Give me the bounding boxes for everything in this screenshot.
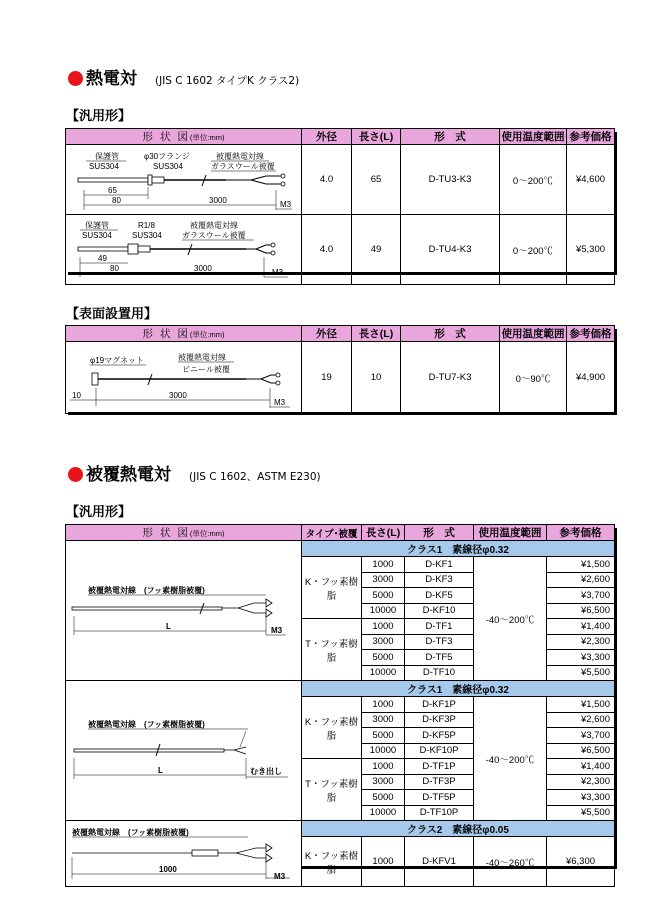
red-dot-icon	[68, 71, 83, 86]
cell-model: D-TF1	[405, 619, 474, 635]
cell-model: D-KF1	[405, 557, 474, 573]
cell-model: D-KF3	[405, 572, 474, 588]
cell-price: ¥2,600	[547, 572, 615, 588]
label-m3: M3	[280, 200, 292, 209]
dim-l: L	[158, 766, 163, 775]
header-od: 外径	[302, 326, 352, 342]
dim-d1: 49	[98, 254, 107, 263]
label-wire2: ガラスウール被覆	[211, 162, 275, 171]
diagram-d-tu3	[66, 145, 302, 215]
label-wire1: 被覆熱電対線	[216, 152, 264, 161]
header-length: 長さ(L)	[352, 129, 401, 145]
thermocouple-general-table	[65, 128, 615, 285]
cell-type: K・フッ素樹脂	[302, 697, 362, 759]
header-diagram: 形 状 図(単位:mm)	[66, 326, 302, 342]
label-wire1: 被覆熱電対線	[178, 353, 226, 362]
dim-d2: 3000	[169, 391, 187, 400]
cell-length: 1000	[362, 697, 405, 713]
cell-price: ¥3,300	[547, 650, 615, 666]
header-model: 形 式	[401, 326, 500, 342]
class-band: クラス1 素線径φ0.32	[302, 541, 615, 557]
header-model: 形 式	[405, 525, 474, 541]
cell-price: ¥1,500	[547, 557, 615, 573]
cell-model: D-KF1P	[405, 697, 474, 713]
cell-model: D-KF5	[405, 588, 474, 604]
cell-model: D-TF10P	[405, 805, 474, 821]
cell-length: 1000	[362, 837, 405, 887]
cell-model: D-KFV1	[405, 837, 474, 887]
section-title-sheathed: 被覆熱電対 (JIS C 1602、ASTM E230)	[68, 460, 321, 485]
cell-price: ¥5,500	[547, 805, 615, 821]
cell-length: 10000	[362, 743, 405, 759]
label-tube-mat: SUS304	[82, 231, 112, 240]
dim-d3: 3000	[209, 196, 227, 205]
cell-model: D-TF3	[405, 634, 474, 650]
cell-length: 10000	[362, 603, 405, 619]
cell-od: 4.0	[302, 145, 352, 215]
cell-length: 3000	[362, 634, 405, 650]
cell-model: D-TF1P	[405, 759, 474, 775]
cell-length: 65	[352, 145, 401, 215]
cell-model: D-KF5P	[405, 728, 474, 744]
cell-length: 1000	[362, 619, 405, 635]
cell-length: 3000	[362, 774, 405, 790]
cell-model: D-KF3P	[405, 712, 474, 728]
cell-length: 49	[352, 215, 401, 285]
subheading-general: 【汎用形】	[66, 109, 132, 124]
cell-length: 5000	[362, 588, 405, 604]
section-title-thermocouple: 熱電対 (JIS C 1602 タイプK クラス2)	[68, 64, 299, 89]
header-temp: 使用温度範囲	[500, 129, 567, 145]
label-wire: 被覆熱電対線 (フッ素樹脂被覆)	[88, 586, 205, 595]
cell-price: ¥4,600	[567, 145, 615, 215]
dim-d2: 80	[110, 264, 119, 273]
dim-d2: 80	[112, 196, 121, 205]
cell-od: 19	[302, 342, 352, 414]
header-diagram: 形 状 図(単位:mm)	[66, 525, 302, 541]
cell-type: K・フッ素樹脂	[302, 837, 362, 887]
cell-price: ¥2,600	[547, 712, 615, 728]
cell-model: D-TF3P	[405, 774, 474, 790]
cell-price: ¥6,300	[547, 837, 615, 887]
diagram-fine-wire	[66, 821, 302, 887]
label-wire: 被覆熱電対線 (フッ素樹脂被覆)	[72, 828, 189, 837]
thermocouple-surface-table	[65, 325, 615, 414]
cell-model: D-TF5	[405, 650, 474, 666]
cell-price: ¥3,300	[547, 790, 615, 806]
header-model: 形 式	[401, 129, 500, 145]
cell-price: ¥4,900	[567, 342, 615, 414]
header-price: 参考価格	[567, 326, 615, 342]
cell-model: D-TU3-K3	[401, 145, 500, 215]
cell-length: 10	[352, 342, 401, 414]
header-temp: 使用温度範囲	[500, 326, 567, 342]
cell-price: ¥2,300	[547, 634, 615, 650]
cell-model: D-TU7-K3	[401, 342, 500, 414]
dim-l: L	[166, 622, 171, 631]
cell-length: 5000	[362, 650, 405, 666]
cell-price: ¥1,400	[547, 759, 615, 775]
cell-temp: 0～200℃	[500, 215, 567, 285]
cell-length: 10000	[362, 665, 405, 681]
label-m3: M3	[274, 398, 286, 407]
cell-price: ¥1,500	[547, 697, 615, 713]
cell-price: ¥1,400	[547, 619, 615, 635]
diagram-fluoro-m3	[66, 541, 302, 681]
cell-model: D-TF10	[405, 665, 474, 681]
label-magnet: φ19マグネット	[90, 356, 145, 365]
label-fitting: R1/8	[138, 221, 155, 230]
cell-price: ¥5,500	[547, 665, 615, 681]
cell-price: ¥6,500	[547, 603, 615, 619]
header-diagram: 形 状 図(単位:mm)	[66, 129, 302, 145]
header-od: 外径	[302, 129, 352, 145]
label-m3: M3	[271, 626, 283, 635]
diagram-d-tu7	[66, 342, 302, 414]
cell-price: ¥6,500	[547, 743, 615, 759]
cell-price: ¥5,300	[567, 215, 615, 285]
sheathed-table	[65, 524, 615, 887]
label-wire2: ガラスウール被覆	[182, 231, 246, 240]
header-length: 長さ(L)	[362, 525, 405, 541]
label-wire: 被覆熱電対線 (フッ素樹脂被覆)	[88, 720, 205, 729]
cell-price: ¥2,300	[547, 774, 615, 790]
label-wire2: ビニール被覆	[182, 365, 230, 374]
cell-length: 1000	[362, 557, 405, 573]
cell-temp: 0～200℃	[500, 145, 567, 215]
cell-type: T・フッ素樹脂	[302, 619, 362, 681]
class-band: クラス1 素線径φ0.32	[302, 681, 615, 697]
cell-temp: -40～200℃	[474, 557, 547, 681]
cell-temp: 0～90℃	[500, 342, 567, 414]
label-fitting-mat: SUS304	[132, 231, 162, 240]
dim-d3: 3000	[194, 264, 212, 273]
red-dot-icon	[68, 467, 83, 482]
label-bare: むき出し	[250, 767, 282, 776]
cell-type: T・フッ素樹脂	[302, 759, 362, 821]
header-price: 参考価格	[547, 525, 615, 541]
cell-length: 1000	[362, 759, 405, 775]
label-m3: M3	[272, 268, 284, 277]
dim-l: 1000	[159, 865, 177, 874]
table-row	[66, 215, 615, 285]
label-tube-mat: SUS304	[89, 162, 119, 171]
cell-length: 3000	[362, 712, 405, 728]
cell-model: D-TF5P	[405, 790, 474, 806]
header-length: 長さ(L)	[352, 326, 401, 342]
header-temp: 使用温度範囲	[474, 525, 547, 541]
label-m3: M3	[274, 872, 286, 881]
cell-temp: -40～200℃	[474, 697, 547, 821]
subheading-surface: 【表面設置用】	[66, 307, 158, 322]
cell-model: D-KF10	[405, 603, 474, 619]
cell-temp: -40～260℃	[474, 837, 547, 887]
diagram-d-tu4	[66, 215, 302, 285]
label-flange-mat: SUS304	[153, 162, 183, 171]
cell-length: 5000	[362, 728, 405, 744]
cell-model: D-KF10P	[405, 743, 474, 759]
dim-d1: 10	[72, 391, 81, 400]
diagram-fluoro-bare	[66, 681, 302, 821]
cell-od: 4.0	[302, 215, 352, 285]
header-type: タイプ･被覆	[302, 525, 362, 541]
cell-model: D-TU4-K3	[401, 215, 500, 285]
cell-length: 3000	[362, 572, 405, 588]
label-wire1: 被覆熱電対線	[190, 221, 238, 230]
dim-d1: 65	[108, 186, 117, 195]
subheading-general-2: 【汎用形】	[66, 505, 132, 520]
cell-price: ¥3,700	[547, 588, 615, 604]
table-row	[66, 145, 615, 215]
class-band: クラス2 素線径φ0.05	[302, 821, 615, 837]
label-flange: φ30フランジ	[144, 152, 190, 161]
label-tube: 保護管	[95, 152, 119, 161]
cell-length: 5000	[362, 790, 405, 806]
header-price: 参考価格	[567, 129, 615, 145]
cell-price: ¥3,700	[547, 728, 615, 744]
cell-length: 10000	[362, 805, 405, 821]
label-tube: 保護管	[85, 221, 109, 230]
table-row	[66, 342, 615, 414]
cell-type: K・フッ素樹脂	[302, 557, 362, 619]
